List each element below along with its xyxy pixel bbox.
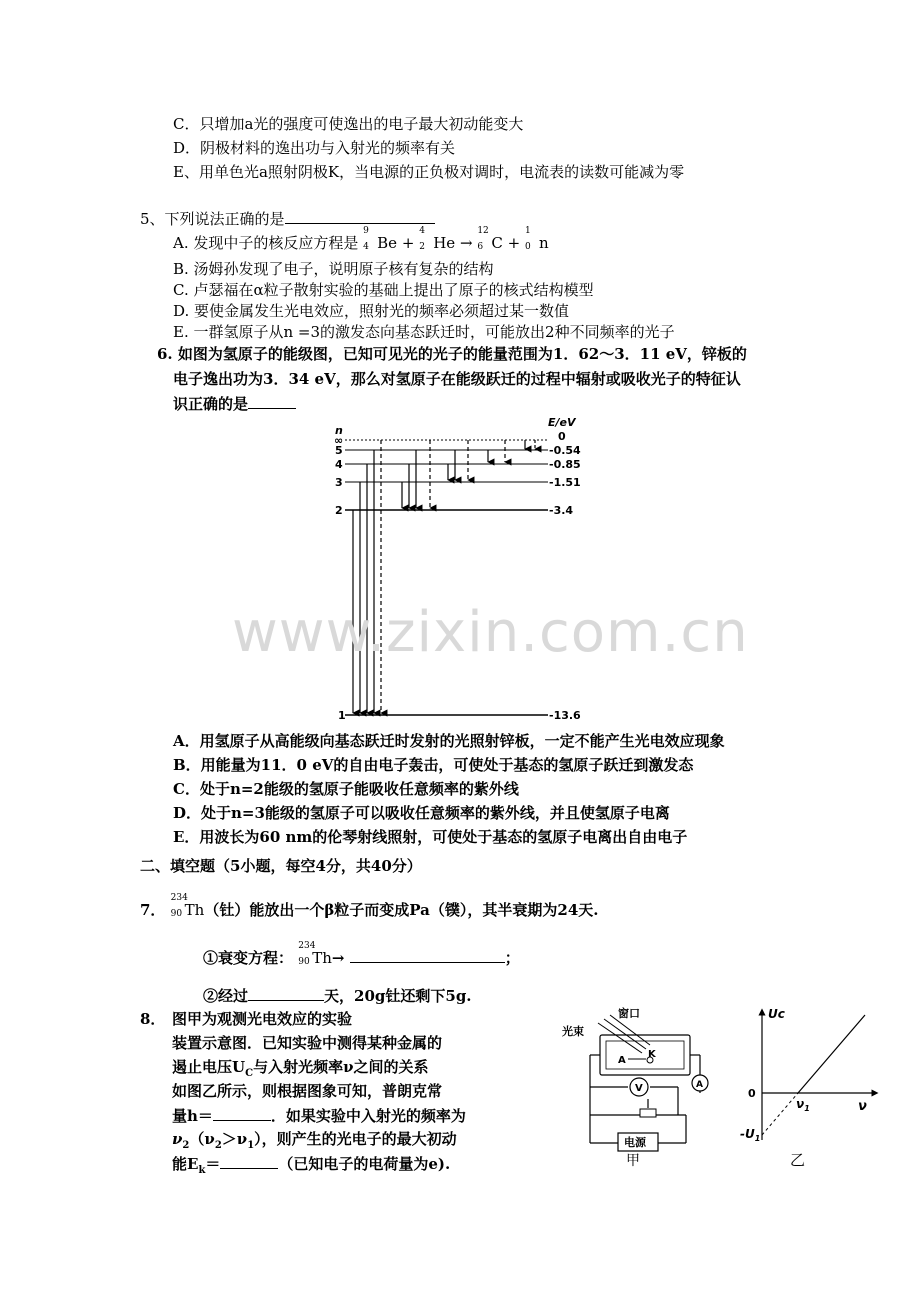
q8-line7	[172, 1153, 450, 1181]
q8-line6-b: （ν	[189, 1130, 215, 1148]
level-e-inf: 0	[558, 430, 566, 443]
section-2-title: 二、填空题（5小题，每空4分，共40分）	[140, 857, 422, 875]
q6-option-e: E．用波长为60 nm的伦琴射线照射，可使处于基态的氢原子电离出自由电子	[173, 828, 688, 846]
mass-number: 234	[298, 941, 316, 951]
q8-nu2: ν	[172, 1130, 183, 1148]
nuclide-he	[419, 226, 456, 253]
power-label: 电源	[624, 1136, 646, 1149]
plus-sign: +	[401, 234, 415, 252]
q4-option-d: D．阴极材料的逸出功与入射光的频率有关	[173, 139, 456, 157]
q6-option-d: D．处于n=3能级的氢原子可以吸收任意频率的紫外线，并且使氢原子电离	[173, 804, 670, 822]
q8-number: 8．	[140, 1010, 166, 1028]
n-axis-label: n	[335, 424, 343, 437]
q6-stem-line3-text: 识正确的是	[173, 395, 249, 413]
q5-option-b: B. 汤姆孙发现了电子，说明原子核有复杂的结构	[173, 260, 494, 278]
uc-line-extension	[762, 1093, 798, 1135]
q8-nu2-sub: 2	[182, 1140, 190, 1151]
q4-option-e: E、用单色光a照射阴极K，当电源的正负极对调时，电流表的读数可能减为零	[173, 163, 685, 181]
nu1-label: $\nu_1$	[796, 1097, 810, 1113]
nuclide-be	[363, 226, 398, 253]
q8-line3-a: 遏止电压U	[172, 1058, 246, 1076]
decay-arrow: →	[331, 949, 345, 967]
transitions-to-level-3	[448, 440, 468, 480]
atomic-number: 0	[524, 242, 531, 252]
q8-line1: 图甲为观测光电效应的实验	[172, 1010, 353, 1028]
q4-option-c: C．只增加a光的强度可使逸出的电子最大初动能变大	[173, 115, 524, 133]
nuclide-th-2	[298, 941, 332, 968]
level-e-5: -0.54	[549, 444, 581, 457]
figure-yi-graph	[740, 1000, 890, 1175]
q5-stem	[140, 208, 435, 229]
uc-line	[798, 1015, 865, 1093]
y-axis-label: Uc	[768, 1007, 785, 1021]
q8-line3-b: 与入射光频率ν之间的关系	[253, 1058, 429, 1076]
q5-stem-text: 5、下列说法正确的是	[140, 210, 285, 228]
level-e-3: -1.51	[549, 476, 581, 489]
atomic-number: 6	[477, 242, 484, 252]
q8-nu1-sub: 1	[247, 1140, 255, 1151]
q7-equation-blank[interactable]	[350, 947, 505, 963]
figure-jia-apparatus	[560, 1005, 710, 1170]
rheostat	[640, 1109, 656, 1117]
q8-line7-c: （已知电子的电荷量为e).	[278, 1155, 451, 1173]
cathode-label: K	[648, 1049, 656, 1060]
symbol: C	[491, 234, 503, 252]
q5-answer-blank[interactable]	[285, 208, 435, 224]
q8-line7-b: ＝	[205, 1155, 221, 1173]
window-label: 窗口	[618, 1007, 640, 1020]
level-n-4: 4	[335, 458, 343, 471]
q8-line7-a: 能E	[172, 1155, 199, 1173]
q8-line5-b: ．如果实验中入射光的频率为	[270, 1107, 466, 1125]
q6-option-a: A．用氢原子从高能级向基态跃迁时发射的光照射锌板，一定不能产生光电效应现象	[173, 732, 725, 750]
semicolon: ；	[504, 949, 520, 967]
q6-stem-line2: 电子逸出功为3．34 eV，那么对氢原子在能级跃迁的过程中辐射或吸收光子的特征认	[173, 370, 741, 388]
q5-option-a	[173, 226, 549, 253]
mass-number: 234	[170, 893, 188, 903]
q7-stem-text: （钍）能放出一个β粒子而变成Pa（镤），其半衰期为24天.	[204, 901, 599, 919]
q8-ek-sub: k	[198, 1165, 206, 1176]
q8-line3-sub: C	[245, 1068, 254, 1079]
plus-sign: +	[507, 234, 521, 252]
nuclide-c	[477, 226, 503, 253]
level-e-2: -3.4	[549, 504, 574, 517]
q7-days-blank[interactable]	[248, 985, 324, 1001]
level-n-5: 5	[335, 444, 343, 457]
symbol: Th	[312, 949, 332, 967]
figure-jia-caption: 甲	[626, 1153, 640, 1169]
q6-stem-line1: 6. 如图为氢原子的能级图，已知可见光的光子的能量范围为1．62～3．11 eV，锌板的	[157, 345, 747, 363]
circuit-wires	[590, 1055, 700, 1143]
q7-stem	[140, 893, 599, 920]
x-axis-label: ν	[858, 1099, 867, 1114]
nuclide-th	[170, 893, 205, 920]
q7-sub2	[203, 985, 472, 1006]
level-n-3: 3	[335, 476, 343, 489]
mass-number: 9	[363, 226, 369, 236]
watermark: www.zixin.com.cn	[232, 600, 749, 665]
q8-nu2-sub-2: 2	[214, 1140, 222, 1151]
transitions-to-level-1	[353, 440, 381, 713]
q5-option-d: D. 要使金属发生光电效应，照射光的频率必须超过某一数值	[173, 302, 570, 320]
symbol: Be	[377, 234, 398, 252]
origin-label: 0	[748, 1087, 756, 1100]
voltmeter-label: V	[635, 1083, 643, 1094]
q6-option-b: B．用能量为11．0 eV的自由电子轰击，可使处于基态的氢原子跃迁到激发态	[173, 756, 694, 774]
nuclide-n	[524, 226, 549, 253]
energy-level-diagram	[320, 412, 610, 727]
symbol: Th	[184, 901, 205, 919]
q8-line3	[172, 1057, 428, 1084]
ammeter-label: A	[696, 1080, 703, 1090]
q8-ek-blank[interactable]	[220, 1153, 278, 1169]
q8-h-blank[interactable]	[213, 1105, 271, 1121]
level-n-1: 1	[338, 709, 346, 722]
q8-line2: 装置示意图．已知实验中测得某种金属的	[172, 1034, 443, 1052]
level-e-4: -0.85	[549, 458, 581, 471]
anode-label: A	[618, 1055, 626, 1066]
q8-line6-c: ＞ν	[221, 1130, 248, 1148]
q7-sub2-label: ②经过	[203, 987, 249, 1005]
q6-option-c: C．处于n=2能级的氢原子能吸收任意频率的紫外线	[173, 780, 519, 798]
atomic-number: 90	[170, 909, 183, 919]
beam-label: 光束	[562, 1025, 584, 1038]
level-n-inf: ∞	[334, 434, 344, 447]
q6-stem-line3	[173, 393, 296, 414]
transitions-to-level-5	[525, 440, 535, 449]
symbol: He	[433, 234, 456, 252]
mass-number: 12	[477, 226, 489, 236]
energy-axis-label: E/eV	[548, 416, 576, 429]
mass-number: 4	[419, 226, 425, 236]
q7-number: 7．	[140, 901, 166, 919]
q5-option-c: C. 卢瑟福在α粒子散射实验的基础上提出了原子的核式结构模型	[173, 281, 594, 299]
u1-label: $-U_1$	[740, 1127, 761, 1143]
atomic-number: 2	[419, 242, 425, 252]
atomic-number: 90	[298, 957, 310, 967]
level-e-1: -13.6	[549, 709, 581, 722]
figure-yi-caption: 乙	[790, 1151, 806, 1169]
q7-sub1-label: ①衰变方程：	[203, 949, 294, 967]
q5-option-a-text: A. 发现中子的核反应方程是	[173, 234, 359, 252]
mass-number: 1	[524, 226, 531, 236]
q5-option-e: E. 一群氢原子从n =3的激发态向基态跃迁时，可能放出2种不同频率的光子	[173, 323, 675, 341]
q8-line5	[172, 1105, 466, 1126]
symbol: n	[538, 234, 549, 252]
q7-sub1	[203, 941, 520, 968]
transitions-to-level-4	[488, 440, 505, 462]
q8-line6-d: ），则产生的光电子的最大初动	[254, 1130, 457, 1148]
atomic-number: 4	[363, 242, 369, 252]
q8-line6	[172, 1129, 457, 1156]
level-n-2: 2	[335, 504, 343, 517]
q6-answer-blank[interactable]	[248, 393, 296, 409]
q8-line5-a: 量h＝	[172, 1107, 213, 1125]
q8-line4: 如图乙所示，则根据图象可知，普朗克常	[172, 1082, 443, 1100]
q7-sub2-text: 天，20g钍还剩下5g.	[324, 987, 472, 1005]
reaction-arrow: →	[459, 234, 473, 252]
